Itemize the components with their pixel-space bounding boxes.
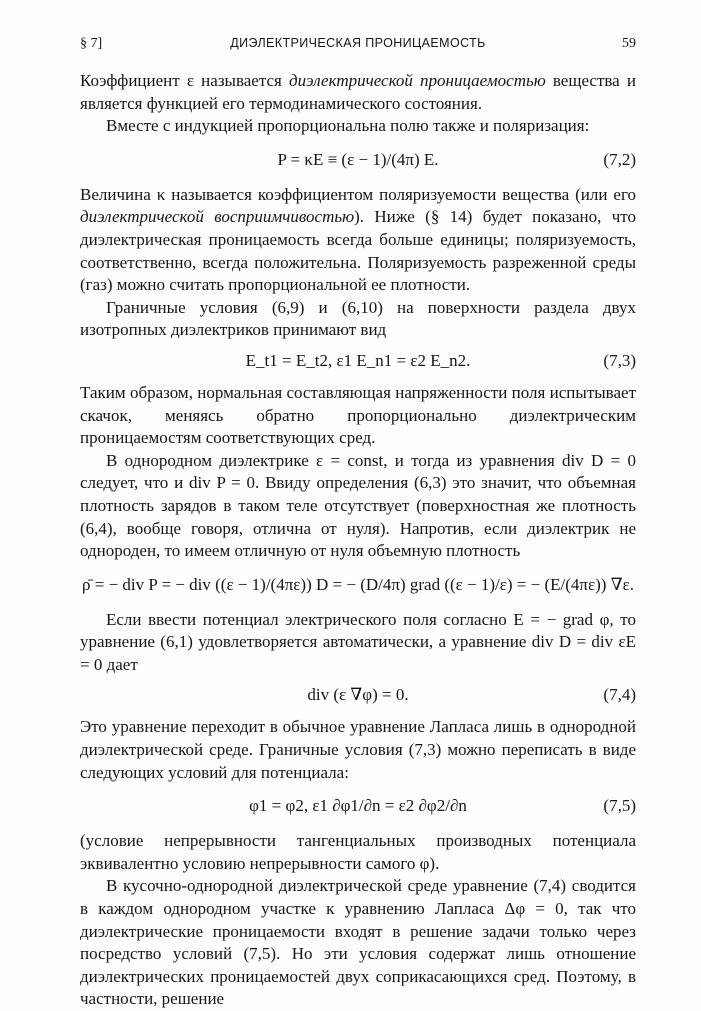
page-body [80,70,636,1011]
paragraph: В кусочно-однородной диэлектрической среде уравнение (7,4) сводится в каждом однородном участке к уравнению Лапласа Δφ = 0, так что диэлектрические проницаемости входят в решение задачи только через посредство условий (7,5). Но эти условия содержат лишь отношение диэлектрических проницаемостей двух соприкасающихся сред. Поэтому, в частности, решение [80,876,636,1009]
equation [80,676,636,716]
chapter-title: ДИЭЛЕКТРИЧЕСКАЯ ПРОНИЦАЕМОСТЬ [230,36,486,50]
paragraph: Вместе с индукцией пропорциональна полю также и поляризация: [106,116,590,136]
equation-number: (7,5) [603,796,636,816]
equation-formula: P = κE ≡ (ε − 1)/(4π) E. [277,149,439,169]
page-number: 59 [622,36,636,51]
equation-formula: div (ε ∇φ) = 0. [307,685,409,705]
paragraph: В однородном диэлектрике ε = const, и тогда из уравнения div D = 0 следует, что и div P = 0. Ввиду определения (6,3) это значит, что объемная плотность зарядов в таком теле отсутствует (поверхностная же плотность (6,4), вообще говоря, отлична от нуля). Напротив, если диэлектрик не однороден, то имеем отличную от нуля объемную плотность [80,450,636,561]
equation-formula: ρ̄ = − div P = − div ((ε − 1)/(4πε)) D = − (D/4π) grad ((ε − 1)/ε) = − (E/(4πε)) ∇ε. [82,574,634,594]
equation-number: (7,4) [603,685,636,705]
paragraph: Таким образом, нормальная составляющая напряженности поля испытывает скачок, меняясь обратно пропорционально диэлектрическим проницаемостям соответствующих сред. [80,382,636,448]
equation [80,138,636,184]
paragraph: Это уравнение переходит в обычное уравнение Лапласа лишь в однородной диэлектрической среде. Граничные условия (7,3) можно переписать в виде следующих условий для потенциала: [80,717,636,782]
paragraph: Если ввести потенциал электрического поля согласно E = − grad φ, то уравнение (6,1) удовлетворяется автоматически, а уравнение div D = div εE = 0 дает [80,609,636,674]
paragraph: Граничные условия (6,9) и (6,10) на поверхности раздела двух изотропных диэлектриков принимают вид [80,297,636,340]
equation [80,342,636,382]
equation [80,784,636,830]
running-header [80,36,636,58]
paragraph: Величина κ называется коэффициентом поляризуемости вещества (или его диэлектрической восприимчивостью). Ниже (§ 14) будет показано, что диэлектрическая проницаемость всегда больше единицы; поляризуемость, соответственно, всегда положительна. Поляризуемость разреженной среды (газ) можно считать пропорциональной ее плотности. [80,184,636,295]
equation [80,563,636,609]
paragraph: Коэффициент ε называется диэлектрической проницаемостью вещества и является функцией его термодинамического состояния. [80,71,636,113]
section-reference: § 7] [80,36,103,51]
paragraph: (условие непрерывности тангенциальных производных потенциала эквивалентно условию непрерывности самого φ). [80,831,636,873]
equation-formula: φ1 = φ2, ε1 ∂φ1/∂n = ε2 ∂φ2/∂n [249,796,467,816]
equation-number: (7,3) [603,350,636,370]
equation-formula: E_t1 = E_t2, ε1 E_n1 = ε2 E_n2. [245,350,471,370]
equation-number: (7,2) [603,149,636,169]
